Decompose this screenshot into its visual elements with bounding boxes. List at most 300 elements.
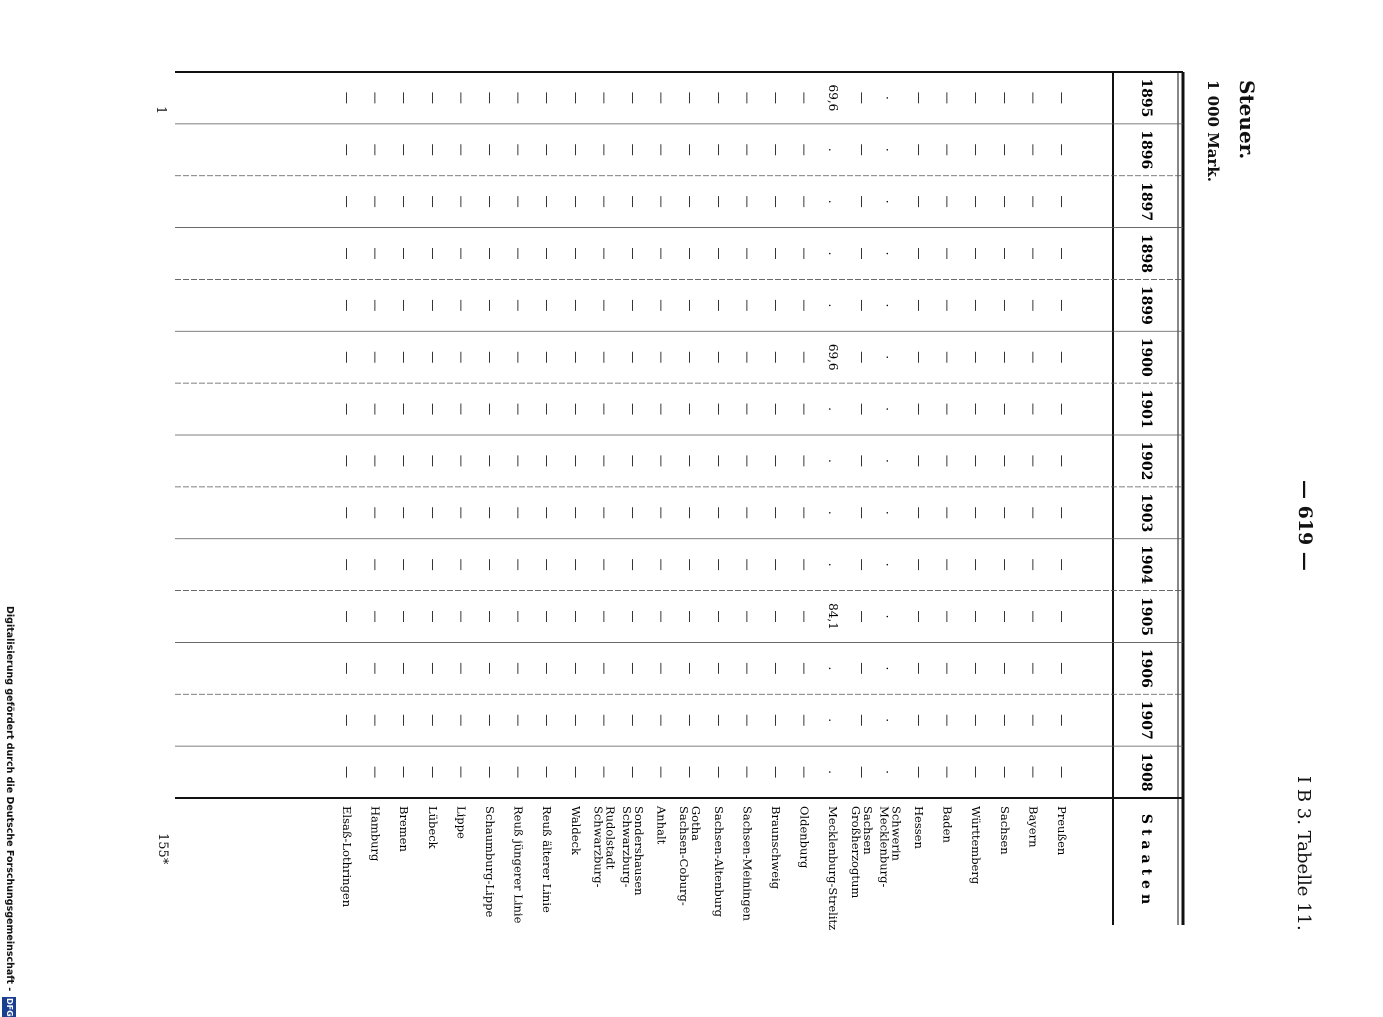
table-cell: — [1055,662,1069,675]
table-cell: — [626,662,640,675]
sheet-label: I B 3. Tabelle 11. [1293,776,1314,931]
table-cell: — [654,351,669,364]
table-cell: — [654,662,669,675]
year-header-1899: 1899 [1138,285,1154,325]
table-cell: 69,6 [826,84,841,112]
table-cell: — [683,714,698,727]
table-cell: — [740,506,755,519]
table-cell: — [626,506,640,519]
table-cell: — [511,454,526,467]
table-cell: — [397,662,412,675]
table-cell: — [797,662,812,675]
table-cell: — [397,143,412,156]
table-cell: — [740,662,755,675]
table-cell: — [797,403,812,416]
table-cell: . [883,355,898,360]
table-cell: — [483,247,497,260]
state-label: Schwarzburg- [620,806,634,888]
table-cell: — [568,299,583,312]
table-cell: — [1026,662,1041,675]
table-cell: — [368,662,383,675]
table-cell: — [511,91,526,104]
table-cell: . [883,407,898,411]
table-cell: — [912,143,926,156]
table-cell: — [511,195,526,208]
table-cell: — [597,195,612,208]
table-cell: — [483,610,497,623]
table-cell: — [1026,766,1041,779]
table-cell: — [769,195,783,208]
table-cell: . [826,718,841,723]
table-cell: — [654,454,669,467]
table-cell: — [368,610,383,623]
table-cell: — [626,766,640,779]
table-cell: — [940,558,955,571]
table-cell: . [826,459,841,463]
table-cell: — [997,299,1012,312]
table-cell: — [454,299,469,312]
table-cell: — [711,299,726,312]
table-cell: — [397,454,412,467]
state-label: Schwerin [889,806,904,861]
table-cell: — [940,610,955,623]
table-cell: — [397,766,412,779]
table-cell: — [483,766,497,779]
table-cell: — [740,454,755,467]
state-label: Hamburg [368,806,383,862]
table-cell: — [740,610,755,623]
table-cell: — [912,299,926,312]
table-cell: . [883,510,898,515]
table-cell: — [454,558,469,571]
table-cell: — [425,195,440,208]
table-cell: — [1055,454,1069,467]
table-cell: — [683,766,698,779]
state-label: Gotha [689,806,704,841]
state-label: Lippe [454,806,469,839]
table-cell: — [540,506,555,519]
table-cell: — [425,403,440,416]
table-cell: — [597,506,612,519]
table-cell: — [511,714,526,727]
table-cell: — [854,662,869,675]
table-cell: — [969,454,984,467]
table-cell: — [912,558,926,571]
table-cell: — [940,766,955,779]
table-cell: — [425,714,440,727]
table-cell: — [1055,247,1069,260]
table-cell: — [368,766,383,779]
table-cell: — [483,195,497,208]
year-header-1906: 1906 [1138,648,1154,688]
table-cell: — [1026,351,1041,364]
table-cell: — [969,195,984,208]
state-label: Sachsen-Altenburg [711,806,726,918]
table-cell: — [711,766,726,779]
table-cell: — [797,454,812,467]
table-cell: — [997,714,1012,727]
table-cell: — [969,558,984,571]
table-cell: — [654,247,669,260]
table-cell: — [654,403,669,416]
table-cell: — [511,351,526,364]
table-cell: — [1026,610,1041,623]
table-cell: — [340,558,354,571]
table-cell: — [969,766,984,779]
table-cell: — [483,558,497,571]
table-cell: — [511,662,526,675]
table-cell: — [740,403,755,416]
table-cell: — [597,454,612,467]
table-cell: — [626,610,640,623]
table-cell: — [854,351,869,364]
table-cell: — [683,143,698,156]
table-cell: — [597,558,612,571]
table-cell: — [683,247,698,260]
table-cell: — [425,91,440,104]
table-cell: — [1026,195,1041,208]
table-cell: — [483,506,497,519]
table-cell: — [683,299,698,312]
table-cell: — [540,247,555,260]
table-cell: — [940,143,955,156]
table-cell: — [540,299,555,312]
table-cell: — [425,610,440,623]
table-cell: — [711,195,726,208]
table-cell: — [397,506,412,519]
table-cell: . [883,199,898,204]
table-cell: — [454,662,469,675]
table-cell: 84,1 [826,603,841,630]
table-cell: — [683,195,698,208]
year-header-1907: 1907 [1138,700,1154,740]
table-cell: — [1055,351,1069,364]
table-cell: — [368,247,383,260]
table-cell: — [626,403,640,416]
table-cell: — [397,195,412,208]
staaten-header: Staaten [1138,813,1154,910]
state-label: Sachsen [997,806,1012,855]
table-cell: — [540,766,555,779]
table-cell: — [711,610,726,623]
table-cell: — [397,91,412,104]
year-header-1896: 1896 [1138,130,1154,170]
table-cell: — [540,195,555,208]
table-cell: — [597,610,612,623]
table-cell: — [626,195,640,208]
state-label: Preußen [1055,806,1069,856]
table-cell: . [826,510,841,515]
table-cell: — [597,247,612,260]
table-cell: — [997,610,1012,623]
table-cell: — [483,714,497,727]
table-cell: — [626,143,640,156]
table-cell: — [1055,506,1069,519]
table-cell: — [854,506,869,519]
table-cell: — [626,351,640,364]
credit-text: Digitalisierung gefördert durch die Deutsche Forschungsgemeinschaft - [4,606,15,992]
table-cell: — [997,454,1012,467]
table-cell: — [711,662,726,675]
table-cell: — [912,195,926,208]
table-cell: — [368,403,383,416]
table-cell: — [540,558,555,571]
table-cell: — [654,558,669,571]
table-cell: — [654,506,669,519]
table-cell: — [1055,403,1069,416]
table-cell: — [997,403,1012,416]
table-cell: — [654,299,669,312]
table-cell: — [1055,610,1069,623]
table-cell: — [683,610,698,623]
table-cell: — [740,299,755,312]
table-cell: — [854,714,869,727]
table-cell: — [969,351,984,364]
table-cell: — [969,299,984,312]
table-cell: 69,6 [826,343,841,371]
table-cell: — [997,351,1012,364]
footnote: 155* [155,833,170,865]
table-cell: — [854,143,869,156]
state-label: Großherzogtum [848,806,863,899]
table-cell: — [568,403,583,416]
table-cell: — [568,766,583,779]
table-cell: — [969,403,984,416]
table-cell: — [997,766,1012,779]
table-cell: — [711,454,726,467]
table-cell: . [883,614,898,619]
table-cell: — [540,454,555,467]
table-cell: — [626,714,640,727]
state-label: Oldenburg [797,806,812,869]
table-cell: — [511,506,526,519]
table-cell: — [425,143,440,156]
table-cell: — [540,143,555,156]
table-cell: — [940,247,955,260]
state-label: Braunschweig [769,806,783,890]
table-cell: — [940,299,955,312]
table-cell: — [368,714,383,727]
table-cell: — [654,91,669,104]
table-cell: — [1055,766,1069,779]
table-cell: — [854,610,869,623]
table-cell: — [769,143,783,156]
table-cell: — [340,195,354,208]
table-cell: — [854,403,869,416]
table-cell: — [454,506,469,519]
table-cell: — [597,403,612,416]
table-cell: — [854,454,869,467]
table-cell: — [711,558,726,571]
state-label: Reuß älterer Linie [540,806,555,913]
table-cell: — [568,143,583,156]
table-cell: — [711,506,726,519]
table-cell: — [912,454,926,467]
table-cell: — [711,714,726,727]
table-cell: — [654,143,669,156]
table-cell: — [711,351,726,364]
table-cell: — [483,454,497,467]
table-cell: — [454,403,469,416]
table-cell: — [454,454,469,467]
table-cell: — [626,299,640,312]
table-cell: — [454,351,469,364]
table-cell: — [769,506,783,519]
year-header-1905: 1905 [1138,597,1154,636]
table-cell: — [340,299,354,312]
table-cell: — [969,662,984,675]
table-cell: — [854,299,869,312]
table-cell: — [340,351,354,364]
table-cell: — [969,714,984,727]
table-cell: — [340,247,354,260]
table-cell: . [826,303,841,308]
table-cell: . [883,96,898,100]
table-cell: — [454,143,469,156]
table-cell: — [769,403,783,416]
table-cell: — [568,351,583,364]
table-cell: — [511,143,526,156]
table-cell: — [425,506,440,519]
table-cell: — [769,247,783,260]
table-cell: — [940,351,955,364]
dfg-logo: DFG [2,997,16,1017]
table-cell: . [883,459,898,463]
table-cell: — [425,454,440,467]
page-number: — 619 — [1294,480,1316,571]
table-cell: — [940,454,955,467]
table-cell: — [626,91,640,104]
table-cell: — [683,403,698,416]
table-cell: — [683,454,698,467]
table-cell: — [797,247,812,260]
table-cell: — [540,662,555,675]
table-cell: — [940,662,955,675]
table-cell: — [940,195,955,208]
table-cell: — [568,662,583,675]
table-cell: — [425,351,440,364]
table-cell: — [969,91,984,104]
table-cell: — [797,351,812,364]
table-cell: — [740,766,755,779]
table-cell: — [568,558,583,571]
table-cell: — [597,766,612,779]
table-cell: — [711,403,726,416]
table-cell: — [997,143,1012,156]
year-header-1898: 1898 [1138,234,1154,273]
table-cell: — [797,714,812,727]
table-cell: — [769,351,783,364]
table-cell: — [1026,403,1041,416]
state-label: Hessen [912,806,926,849]
table-cell: — [397,403,412,416]
table-cell: — [940,506,955,519]
footnote-marker: 1 [153,106,168,115]
state-label: Reuß jüngerer Linie [511,806,526,924]
table-cell: — [769,714,783,727]
table-cell: — [769,454,783,467]
table-cell: — [1026,247,1041,260]
state-label: Lübeck [425,806,440,849]
table-cell: . [826,562,841,567]
table-cell: — [940,403,955,416]
table-cell: — [540,351,555,364]
table-cell: — [340,91,354,104]
table-cell: — [654,610,669,623]
table-cell: — [540,714,555,727]
table-cell: — [483,403,497,416]
table-cell: — [1026,299,1041,312]
table-cell: — [454,610,469,623]
table-cell: . [826,251,841,256]
table-cell: — [683,558,698,571]
state-label: Bremen [397,806,412,852]
table-cell: — [797,506,812,519]
table-cell: — [368,558,383,571]
table-cell: — [483,91,497,104]
table-cell: — [1026,143,1041,156]
table-cell: — [769,766,783,779]
table-cell: . [883,770,898,774]
table-cell: — [511,299,526,312]
table-cell: — [1026,454,1041,467]
table-cell: — [597,662,612,675]
year-header-1908: 1908 [1138,752,1154,792]
table-cell: — [740,195,755,208]
table-cell: — [483,351,497,364]
table-cell: — [454,195,469,208]
table-cell: — [711,143,726,156]
table-cell: — [368,351,383,364]
table-cell: — [425,247,440,260]
table-cell: — [397,558,412,571]
table-cell: — [511,766,526,779]
table-cell: — [483,143,497,156]
table-cell: — [397,247,412,260]
year-header-1901: 1901 [1138,389,1154,429]
table-cell: — [368,91,383,104]
state-label: Waldeck [568,806,583,855]
table-cell: — [912,91,926,104]
table-cell: — [711,91,726,104]
table-cell: — [425,662,440,675]
table-cell: — [769,91,783,104]
table-cell: . [883,666,898,671]
table-cell: — [940,714,955,727]
state-label: Sachsen-Meiningen [740,806,755,921]
state-label: Mecklenburg-Strelitz [826,806,841,931]
table-cell: — [740,714,755,727]
table-cell: — [654,195,669,208]
table-cell: — [540,610,555,623]
table-cell: — [597,351,612,364]
table-cell: — [340,714,354,727]
table-cell: — [597,143,612,156]
table-cell: — [711,247,726,260]
table-cell: . [826,407,841,411]
table-cell: — [454,247,469,260]
table-cell: — [740,91,755,104]
table-cell: — [568,506,583,519]
table-cell: — [368,195,383,208]
table-cell: — [1026,506,1041,519]
table-cell: — [912,403,926,416]
table-cell: — [483,662,497,675]
table-cell: — [425,766,440,779]
table-cell: — [597,714,612,727]
table-cell: — [511,610,526,623]
table-cell: — [654,714,669,727]
